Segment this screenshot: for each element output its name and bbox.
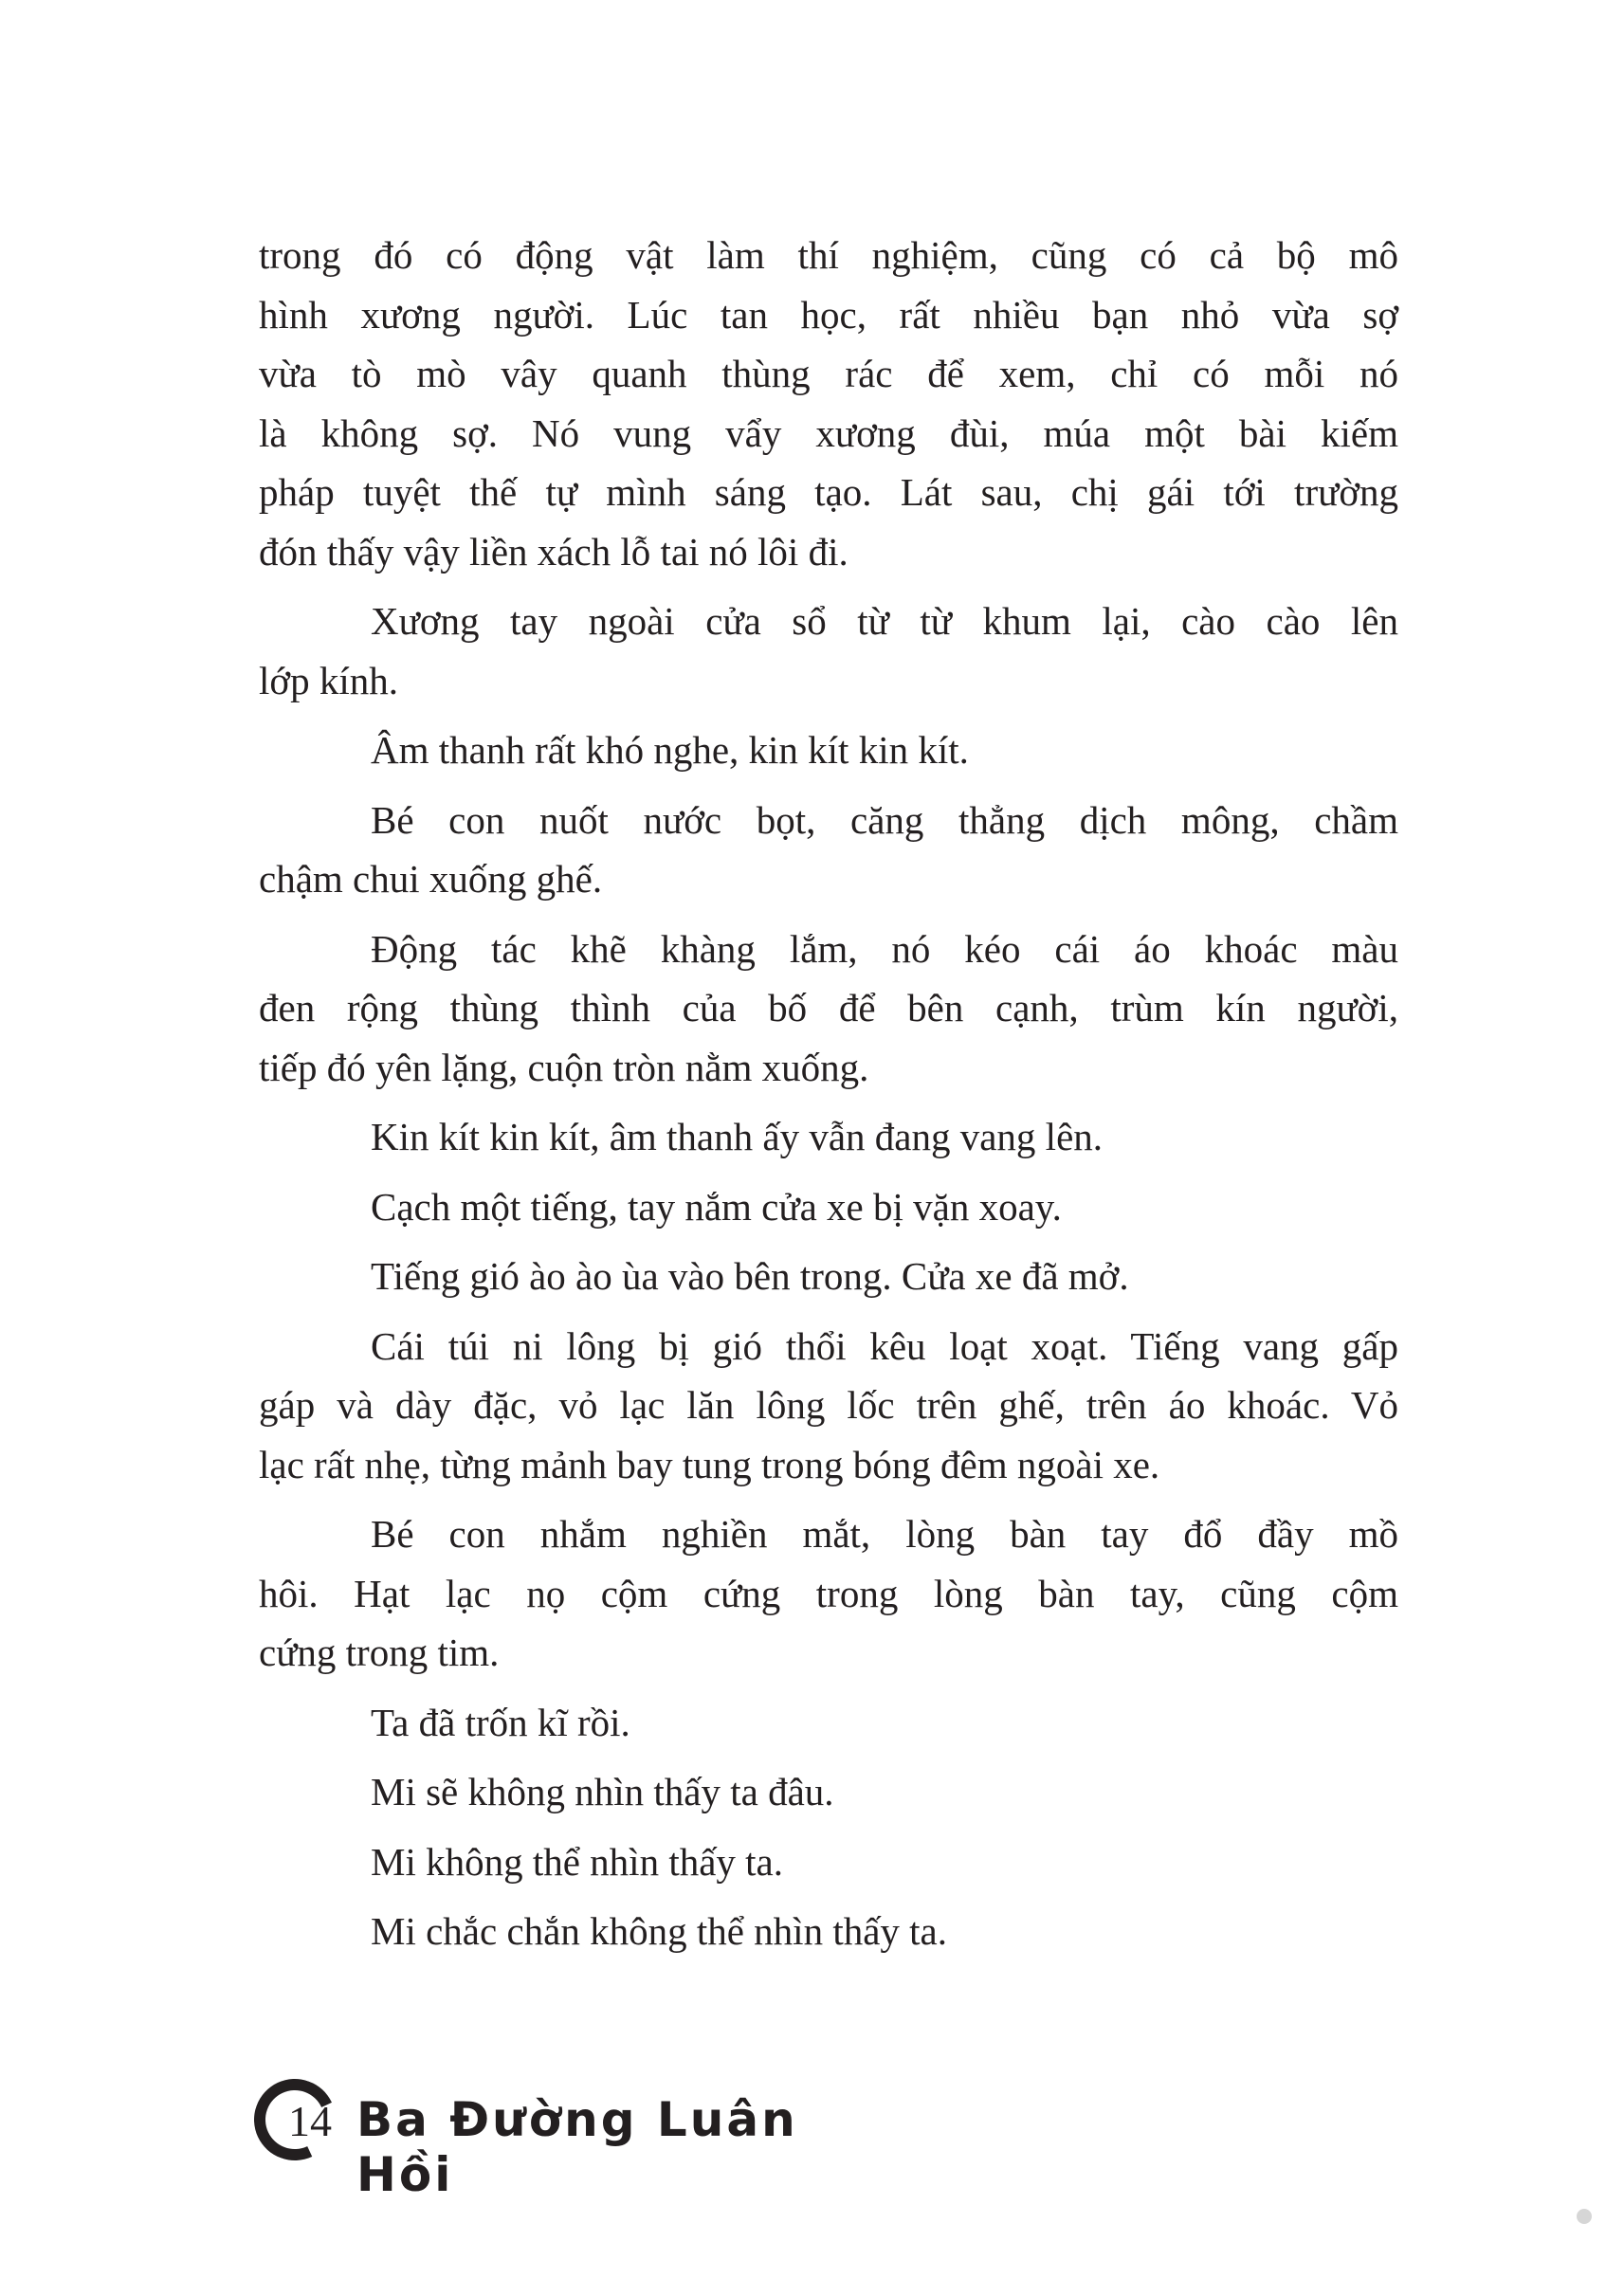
- paragraph: [259, 1762, 1398, 1822]
- text-line: pháp tuyệt thế tự mình sáng tạo. Lát sau, chị gái tới trường: [259, 470, 1398, 514]
- text-line: hôi. Hạt lạc nọ cộm cứng trong lòng bàn tay, cũng cộm: [259, 1571, 1398, 1615]
- text-line: Mi không thể nhìn thấy ta.: [371, 1839, 784, 1884]
- text-line: lớp kính.: [259, 658, 398, 702]
- page-footer: [254, 2071, 823, 2202]
- book-title: Ba Đường Luân Hồi: [356, 2092, 798, 2202]
- text-line: Xương tay ngoài cửa sổ từ từ khum lại, cào cào lên: [371, 599, 1398, 643]
- page-number: 14: [288, 2097, 332, 2145]
- text-line: Âm thanh rất khó nghe, kin kít kin kít.: [371, 728, 969, 772]
- paragraph: [259, 592, 1398, 710]
- text-line: Bé con nhắm nghiền mắt, lòng bàn tay đổ đầy mồ: [371, 1512, 1398, 1556]
- paragraph: [259, 1247, 1398, 1306]
- text-line: Động tác khẽ khàng lắm, nó kéo cái áo khoác màu: [371, 926, 1398, 971]
- text-line: tiếp đó yên lặng, cuộn tròn nằm xuống.: [259, 1045, 869, 1089]
- paragraph: [259, 1504, 1398, 1683]
- text-line: đen rộng thùng thình của bố để bên cạnh, trùm kín người,: [259, 986, 1398, 1030]
- paragraph: [259, 1317, 1398, 1495]
- paragraph: [259, 1832, 1398, 1892]
- text-line: vừa tò mò vây quanh thùng rác để xem, chỉ có mỗi nó: [259, 352, 1398, 395]
- text-line: lạc rất nhẹ, từng mảnh bay tung trong bóng đêm ngoài xe.: [259, 1442, 1160, 1486]
- paragraph: [259, 1107, 1398, 1167]
- text-line: hình xương người. Lúc tan học, rất nhiều bạn nhỏ vừa sợ: [259, 292, 1398, 337]
- paragraph: [259, 1902, 1398, 1961]
- paragraph: [259, 720, 1398, 780]
- paragraph: [259, 1177, 1398, 1237]
- text-line: đón thấy vậy liền xách lỗ tai nó lôi đi.: [259, 529, 848, 574]
- paragraph: [259, 1693, 1398, 1753]
- text-line: là không sợ. Nó vung vẩy xương đùi, múa một bài kiếm: [259, 410, 1398, 455]
- text-line: chậm chui xuống ghế.: [259, 857, 603, 901]
- scan-dot: [1577, 2209, 1592, 2224]
- text-line: Cái túi ni lông bị gió thổi kêu loạt xoạt. Tiếng vang gấp: [371, 1323, 1398, 1368]
- text-line: Kin kít kin kít, âm thanh ấy vẫn đang vang lên.: [371, 1115, 1104, 1158]
- body-text: [259, 226, 1398, 1972]
- paragraph: [259, 920, 1398, 1098]
- text-line: Mi sẽ không nhìn thấy ta đâu.: [371, 1770, 834, 1813]
- paragraph: [259, 226, 1398, 581]
- text-line: Bé con nuốt nước bọt, căng thẳng dịch mông, chầm: [371, 797, 1398, 842]
- text-line: cứng trong tim.: [259, 1631, 500, 1674]
- text-line: Mi chắc chắn không thể nhìn thấy ta.: [371, 1909, 947, 1953]
- text-line: Cạch một tiếng, tay nắm cửa xe bị vặn xoay.: [371, 1184, 1062, 1229]
- text-line: Ta đã trốn kĩ rồi.: [371, 1700, 630, 1744]
- text-line: Tiếng gió ào ào ùa vào bên trong. Cửa xe đã mở.: [371, 1254, 1129, 1298]
- text-line: gáp và dày đặc, vỏ lạc lăn lông lốc trên ghế, trên áo khoác. Vỏ: [259, 1383, 1398, 1427]
- text-line: trong đó có động vật làm thí nghiệm, cũng có cả bộ mô: [259, 233, 1398, 277]
- paragraph: [259, 791, 1398, 909]
